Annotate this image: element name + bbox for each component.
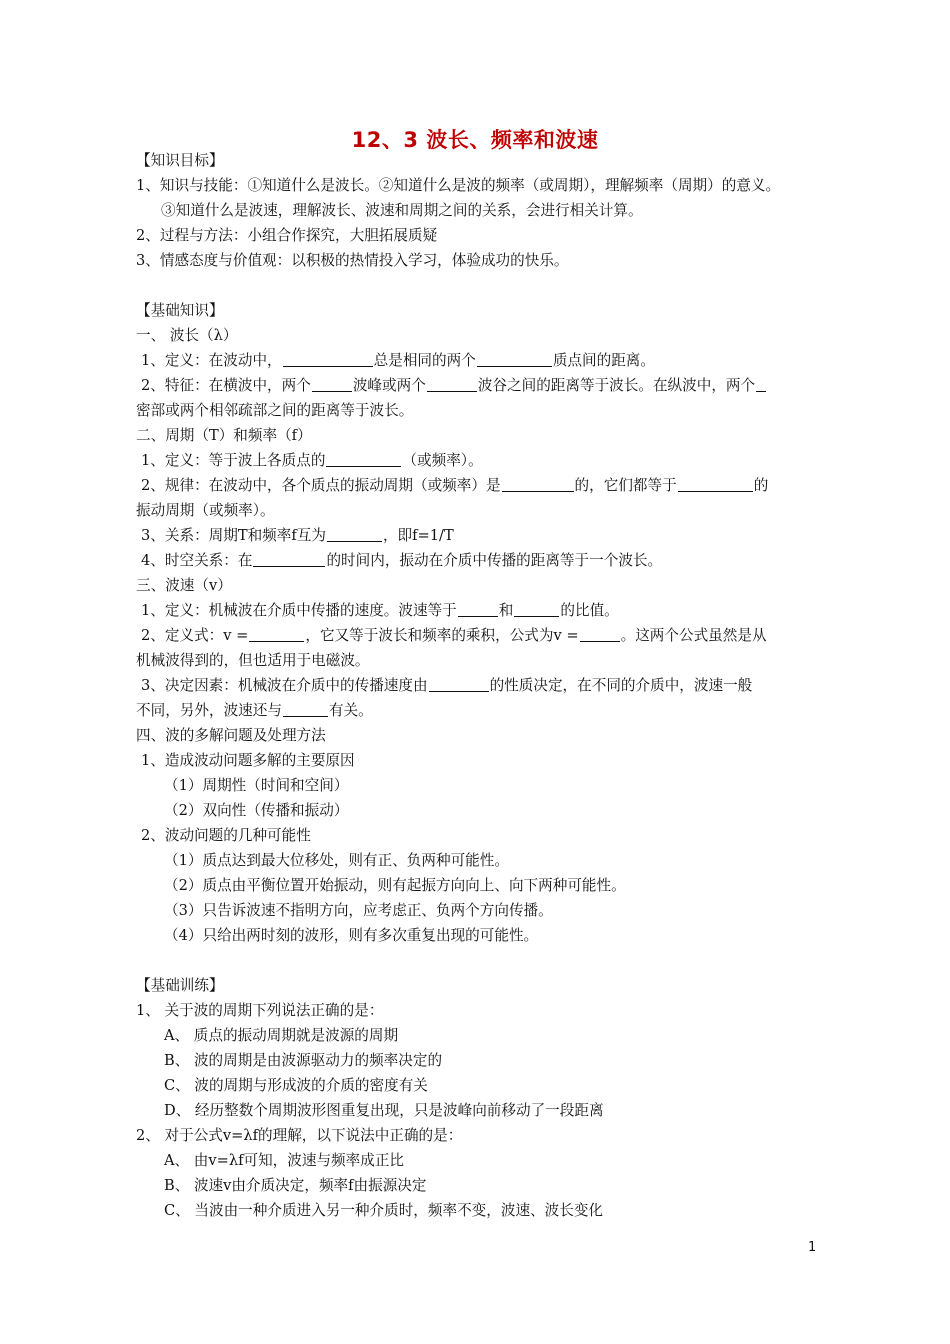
cause-bidirectional: （2）双向性（传播和振动） xyxy=(164,802,349,819)
question-1-option-b: B、 波的周期是由波源驱动力的频率决定的 xyxy=(164,1052,443,1069)
objective-line-1: 1、知识与技能：①知道什么是波长。②知道什么是波的频率（或周期），理解频率（周期）的意义。 xyxy=(136,177,781,194)
speed-factors: 3、决定因素：机械波在介质中的传播速度由 的性质决定，在不同的介质中，波速一般 xyxy=(141,677,753,694)
objectives-heading: 【知识目标】 xyxy=(136,152,224,169)
wavelength-definition: 1、定义：在波动中， 总是相同的两个 质点间的距离。 xyxy=(141,352,655,369)
period-definition: 1、定义：等于波上各质点的 （或频率）。 xyxy=(141,452,483,469)
fill-blank[interactable] xyxy=(312,375,352,392)
question-2-option-b: B、 波速v由介质决定，频率f由振源决定 xyxy=(164,1177,427,1194)
fill-blank[interactable] xyxy=(283,700,328,717)
cause-periodicity: （1）周期性（时间和空间） xyxy=(164,777,349,794)
section-multi-solution: 四、波的多解问题及处理方法 xyxy=(136,727,326,744)
fill-blank[interactable] xyxy=(477,350,552,367)
objective-line-3: 2、过程与方法：小组合作探究，大胆拓展质疑 xyxy=(136,227,438,244)
fill-blank[interactable] xyxy=(253,550,325,567)
document-title: 12、3 波长、频率和波速 xyxy=(351,128,599,152)
question-1: 1、 关于波的周期下列说法正确的是： xyxy=(136,1002,384,1019)
fill-blank[interactable] xyxy=(249,625,304,642)
fill-blank[interactable] xyxy=(580,625,620,642)
fill-blank[interactable] xyxy=(429,675,489,692)
objective-line-4: 3、情感态度与价值观：以积极的热情投入学习，体验成功的快乐。 xyxy=(136,252,569,269)
fill-blank[interactable] xyxy=(756,375,766,392)
basics-heading: 【基础知识】 xyxy=(136,302,224,319)
document-body xyxy=(136,148,821,1223)
wavelength-feature-cont: 密部或两个相邻疏部之间的距离等于波长。 xyxy=(136,402,414,419)
section-wavelength: 一、 波长（λ） xyxy=(136,327,238,344)
page-number: 1 xyxy=(808,1240,817,1255)
fill-blank[interactable] xyxy=(458,600,498,617)
question-2: 2、 对于公式v=λf的理解，以下说法中正确的是： xyxy=(136,1127,463,1144)
speed-factors-cont: 不同，另外，波速还与 有关。 xyxy=(136,702,373,719)
fill-blank[interactable] xyxy=(326,450,401,467)
possibility-2: （2）质点由平衡位置开始振动，则有起振方向向上、向下两种可能性。 xyxy=(164,877,626,894)
speed-formula: 2、定义式：v = ，它又等于波长和频率的乘积，公式为v = 。这两个公式虽然是从 xyxy=(141,627,767,644)
fill-blank[interactable] xyxy=(502,475,574,492)
question-1-option-c: C、 波的周期与形成波的介质的密度有关 xyxy=(164,1077,428,1094)
question-1-option-d: D、 经历整数个周期波形图重复出现，只是波峰向前移动了一段距离 xyxy=(164,1102,604,1119)
section-wave-speed: 三、波速（v） xyxy=(136,577,232,594)
speed-definition: 1、定义：机械波在介质中传播的速度。波速等于 和 的比值。 xyxy=(141,602,619,619)
question-2-option-c: C、 当波由一种介质进入另一种介质时，频率不变，波速、波长变化 xyxy=(164,1202,604,1219)
question-2-option-a: A、 由v=λf可知，波速与频率成正比 xyxy=(164,1152,405,1169)
wavelength-feature: 2、特征：在横波中，两个 波峰或两个 波谷之间的距离等于波长。在纵波中，两个 xyxy=(136,373,821,398)
possibility-4: （4）只给出两时刻的波形，则有多次重复出现的可能性。 xyxy=(164,927,539,944)
speed-formula-cont: 机械波得到的，但也适用于电磁波。 xyxy=(136,652,370,669)
fill-blank[interactable] xyxy=(327,525,382,542)
period-relation: 3、关系：周期T和频率f互为 ，即f=1/T xyxy=(141,527,454,544)
possibility-1: （1）质点达到最大位移处，则有正、负两种可能性。 xyxy=(164,852,509,869)
training-heading: 【基础训练】 xyxy=(136,977,224,994)
period-spacetime: 4、时空关系：在 的时间内，振动在介质中传播的距离等于一个波长。 xyxy=(141,552,663,569)
multi-solution-causes: 1、造成波动问题多解的主要原因 xyxy=(141,752,355,769)
question-1-option-a: A、 质点的振动周期就是波源的周期 xyxy=(164,1027,399,1044)
section-period-frequency: 二、周期（T）和频率（f） xyxy=(136,427,312,444)
objective-line-2: ③知道什么是波速，理解波长、波速和周期之间的关系，会进行相关计算。 xyxy=(161,202,643,219)
fill-blank[interactable] xyxy=(427,375,477,392)
fill-blank[interactable] xyxy=(514,600,559,617)
possibility-3: （3）只告诉波速不指明方向，应考虑正、负两个方向传播。 xyxy=(164,902,553,919)
period-rule-cont: 振动周期（或频率）。 xyxy=(136,502,275,519)
fill-blank[interactable] xyxy=(678,475,753,492)
period-rule: 2、规律：在波动中，各个质点的振动周期（或频率）是 的，它们都等于 的 xyxy=(141,477,769,494)
multi-solution-possibilities: 2、波动问题的几种可能性 xyxy=(141,827,311,844)
fill-blank[interactable] xyxy=(283,350,373,367)
